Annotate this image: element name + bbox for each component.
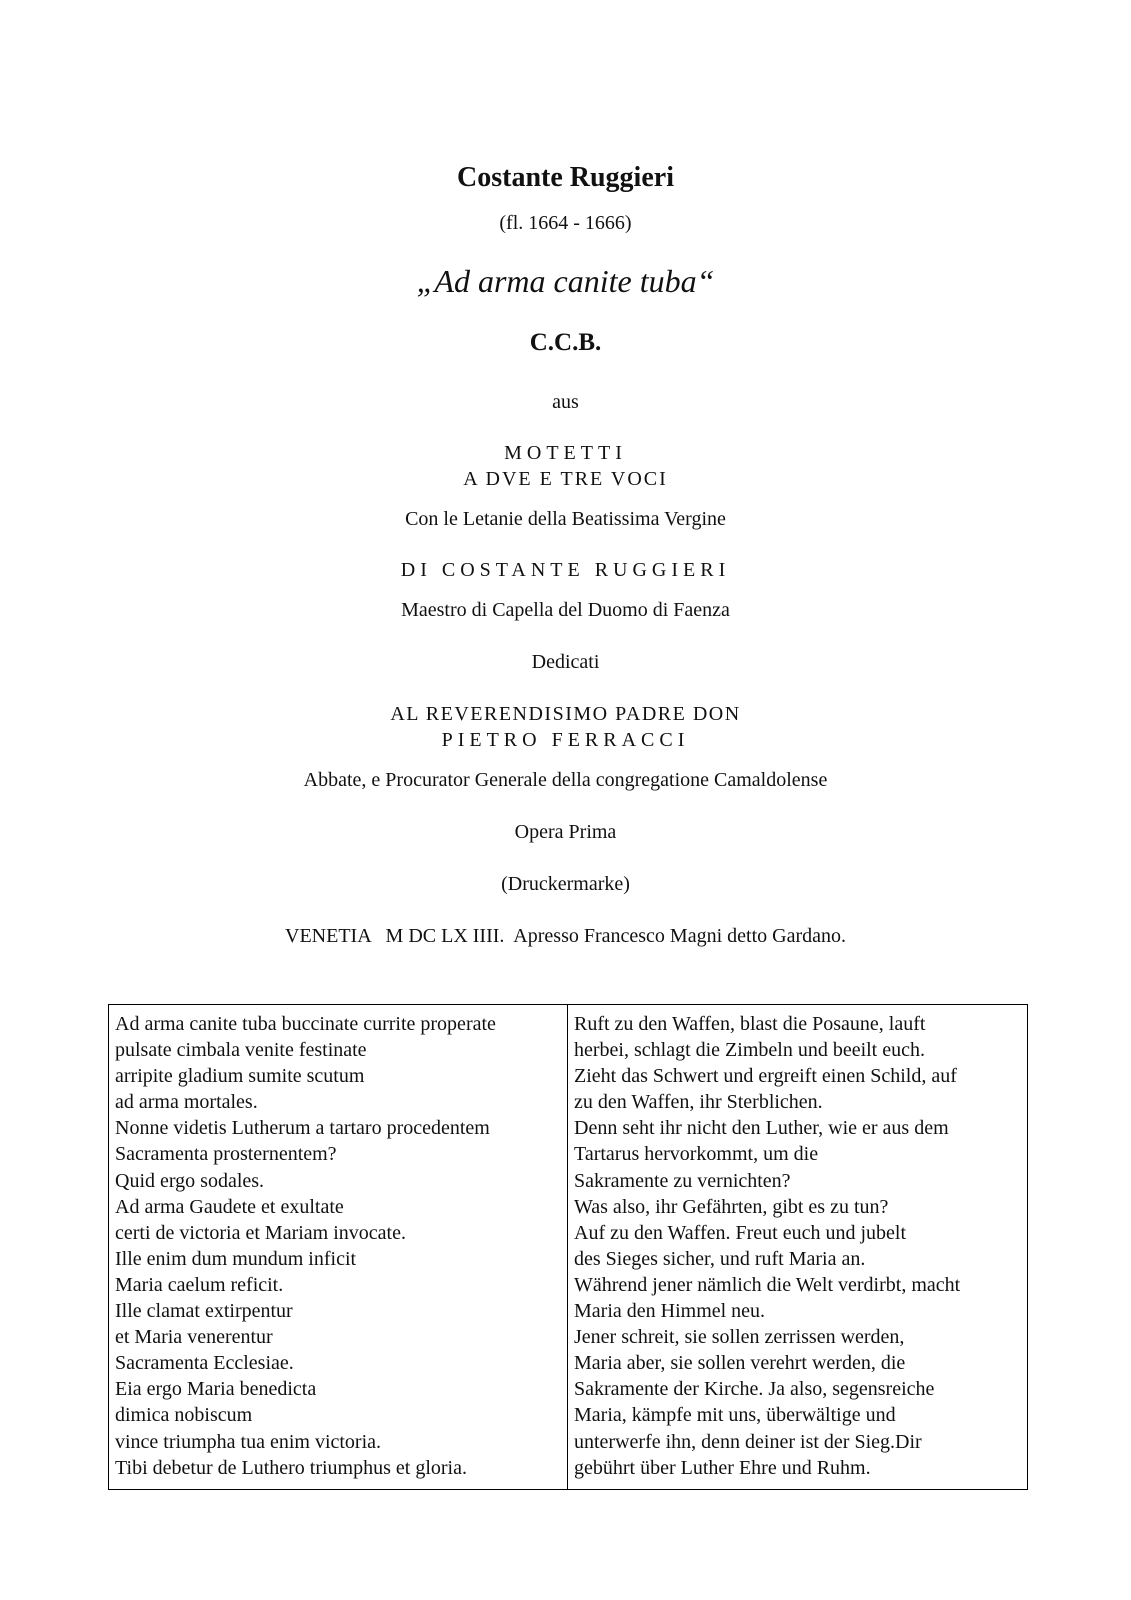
dedicatee-title: Abbate, e Procurator Generale della congregatione Camaldolense <box>303 769 828 791</box>
text-translation-table <box>108 1004 1028 1490</box>
collection-title-line2: A DVE E TRE VOCI <box>463 468 668 490</box>
german-line: Tartarus hervorkommt, um die <box>574 1143 819 1166</box>
dedication-label: Dedicati <box>531 651 600 673</box>
latin-line: Quid ergo sodales. <box>115 1169 265 1192</box>
latin-line: Maria caelum reficit. <box>115 1273 284 1296</box>
german-line: Maria aber, sie sollen verehrt werden, die <box>574 1352 906 1375</box>
dedicatee-line2: PIETRO FERRACCI <box>441 729 690 751</box>
german-line: Jener schreit, sie sollen zerrissen werden, <box>574 1326 905 1349</box>
german-line: gebührt über Luther Ehre und Ruhm. <box>574 1456 871 1479</box>
german-line: zu den Waffen, ihr Sterblichen. <box>574 1091 823 1114</box>
author-line: DI COSTANTE RUGGIERI <box>400 559 731 581</box>
latin-line: Ad arma Gaudete et exultate <box>115 1195 344 1218</box>
latin-line: Sacramenta prosternentem? <box>115 1143 337 1166</box>
latin-line: Nonne videtis Lutherum a tartaro procedentem <box>115 1117 490 1140</box>
dedicatee-line1: AL REVERENDISIMO PADRE DON <box>390 703 741 725</box>
german-line: Maria, kämpfe mit uns, überwältige und <box>574 1404 896 1427</box>
german-line: Während jener nämlich die Welt verdirbt, macht <box>574 1273 961 1296</box>
voice-scoring: C.C.B. <box>529 329 602 356</box>
latin-line: arripite gladium sumite scutum <box>115 1065 365 1088</box>
latin-line: Tibi debetur de Luthero triumphus et gloria. <box>115 1456 467 1479</box>
german-line: herbei, schlagt die Zimbeln und beeilt euch. <box>574 1039 925 1062</box>
latin-line: vince triumpha tua enim victoria. <box>115 1430 382 1453</box>
german-line: Zieht das Schwert und ergreift einen Schild, auf <box>574 1065 957 1088</box>
composer-dates: (fl. 1664 - 1666) <box>499 212 632 234</box>
german-line: Denn seht ihr nicht den Luther, wie er aus dem <box>574 1117 949 1140</box>
collection-title-line1: MOTETTI <box>504 442 627 464</box>
german-line: Auf zu den Waffen. Freut euch und jubelt <box>574 1221 907 1244</box>
latin-line: Ille enim dum mundum inficit <box>115 1247 357 1270</box>
german-line: des Sieges sicher, und ruft Maria an. <box>574 1247 866 1270</box>
latin-line: pulsate cimbala venite festinate <box>115 1039 367 1062</box>
opus-label: Opera Prima <box>514 821 617 843</box>
latin-text-column <box>109 1005 568 1489</box>
latin-line: et Maria venerentur <box>115 1326 273 1349</box>
source-label: aus <box>552 391 579 413</box>
printer-mark-note: (Druckermarke) <box>501 873 630 895</box>
german-line: Maria den Himmel neu. <box>574 1300 766 1323</box>
german-line: Was also, ihr Gefährten, gibt es zu tun? <box>574 1195 889 1218</box>
latin-line: dimica nobiscum <box>115 1404 253 1427</box>
german-line: Sakramente der Kirche. Ja also, segensreiche <box>574 1378 935 1401</box>
collection-subtitle: Con le Letanie della Beatissima Vergine <box>405 508 726 530</box>
german-translation-column <box>568 1005 1027 1489</box>
latin-line: Ad arma canite tuba buccinate currite properate <box>115 1013 496 1035</box>
author-position: Maestro di Capella del Duomo di Faenza <box>401 599 730 621</box>
german-line: unterwerfe ihn, denn deiner ist der Sieg.Dir <box>574 1430 922 1453</box>
latin-line: Ille clamat extirpentur <box>115 1300 293 1323</box>
german-line: Ruft zu den Waffen, blast die Posaune, lauft <box>574 1013 926 1035</box>
latin-line: Eia ergo Maria benedicta <box>115 1378 317 1401</box>
work-title: „Ad arma canite tuba“ <box>416 263 715 299</box>
german-line: Sakramente zu vernichten? <box>574 1169 791 1192</box>
imprint-line: VENETIA M DC LX IIII. Apresso Francesco Magni detto Gardano. <box>285 925 846 947</box>
latin-line: certi de victoria et Mariam invocate. <box>115 1221 406 1244</box>
composer-name: Costante Ruggieri <box>457 162 674 193</box>
latin-line: ad arma mortales. <box>115 1091 258 1114</box>
latin-line: Sacramenta Ecclesiae. <box>115 1352 294 1375</box>
